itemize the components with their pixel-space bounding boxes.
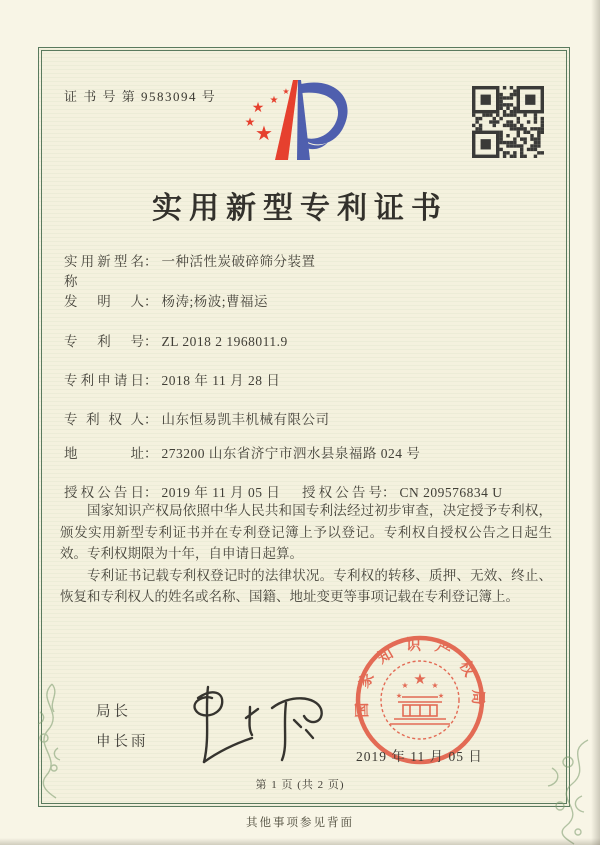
- svg-text:★: ★: [244, 115, 256, 129]
- field-grant-number: [302, 481, 503, 501]
- director-signature: [168, 682, 338, 774]
- field-row-address: [64, 442, 560, 462]
- svg-text:★: ★: [282, 87, 290, 96]
- field-colon: ：: [144, 446, 158, 461]
- field-label: 实用新型名称: [64, 254, 144, 289]
- field-value: 一种活性炭破碎筛分装置: [161, 254, 316, 269]
- director-name: 申长雨: [96, 734, 149, 750]
- back-note: 其他事项参见背面: [246, 817, 354, 829]
- certificate-number-value: 9583094: [141, 89, 198, 104]
- field-row-inventors: [64, 290, 560, 310]
- svg-text:★: ★: [269, 95, 279, 106]
- field-label: 专利申请日: [64, 373, 144, 388]
- field-colon: ：: [144, 412, 158, 427]
- certificate-number-prefix: 证 书 号 第: [64, 89, 137, 104]
- field-row-filing-date: [64, 369, 560, 389]
- svg-text:★: ★: [401, 681, 409, 690]
- scan-shadow-bottom: [0, 838, 600, 845]
- field-value: CN 209576834 U: [399, 485, 503, 500]
- field-colon: ：: [144, 373, 158, 388]
- field-colon: ：: [144, 254, 158, 269]
- seal-emblem: [381, 661, 459, 739]
- field-label: 地址: [64, 446, 144, 461]
- field-value: 2018 年 11 月 28 日: [161, 373, 281, 388]
- field-colon: ：: [144, 294, 158, 309]
- field-value: 杨涛;杨波;曹福运: [161, 294, 269, 309]
- field-value: 273200 山东省济宁市泗水县泉福路 024 号: [161, 446, 421, 461]
- seal-date: 2019 年 11 月 05 日: [356, 749, 483, 764]
- field-row-patentee: [64, 408, 560, 428]
- seal-agency-text: 国家知识产权局: [354, 637, 486, 718]
- page-number: 第 1 页 (共 2 页): [255, 779, 345, 791]
- field-label: 专利权人: [64, 412, 144, 427]
- svg-text:★: ★: [437, 692, 445, 700]
- field-row-patent-no: [64, 330, 560, 350]
- field-row-grant: [64, 481, 560, 501]
- field-colon: ：: [144, 334, 158, 349]
- qr-code-icon: [472, 86, 544, 158]
- svg-text:★: ★: [395, 692, 403, 700]
- svg-text:★: ★: [413, 670, 427, 688]
- field-label: 授权公告号: [302, 485, 382, 500]
- decree-paragraph: 国家知识产权局依照中华人民共和国专利法经过初步审查，决定授予专利权，颁发实用新型专利证书并在专利登记簿上予以登记。专利权自授权公告之日起生效。专利权期限为十年，自申请日起算。: [60, 503, 552, 561]
- certificate-number: [64, 86, 216, 105]
- svg-text:★: ★: [255, 121, 273, 145]
- field-colon: ：: [144, 485, 158, 500]
- field-value: 山东恒易凯丰机械有限公司: [161, 412, 330, 427]
- certificate-title: 实用新型专利证书: [152, 192, 448, 225]
- decree-paragraphs: [60, 500, 552, 608]
- cnipa-logo-icon: [230, 72, 370, 184]
- decree-paragraph: 专利证书记载专利权登记时的法律状况。专利权的转移、质押、无效、终止、恢复和专利权人的姓名或名称、国籍、地址变更等事项记载在专利登记簿上。: [60, 567, 552, 604]
- scan-shadow-right: [591, 0, 600, 845]
- field-label: 授权公告日: [64, 485, 144, 500]
- director-title: 局长: [96, 704, 131, 720]
- field-value: 2019 年 11 月 05 日: [161, 485, 281, 500]
- field-colon: ：: [382, 485, 396, 500]
- field-value: ZL 2018 2 1968011.9: [161, 334, 288, 349]
- svg-text:★: ★: [431, 681, 439, 690]
- certificate-number-suffix: 号: [201, 89, 217, 104]
- svg-text:★: ★: [251, 100, 265, 116]
- field-label: 专利号: [64, 334, 144, 349]
- field-row-name: [64, 250, 560, 289]
- field-label: 发明人: [64, 294, 144, 309]
